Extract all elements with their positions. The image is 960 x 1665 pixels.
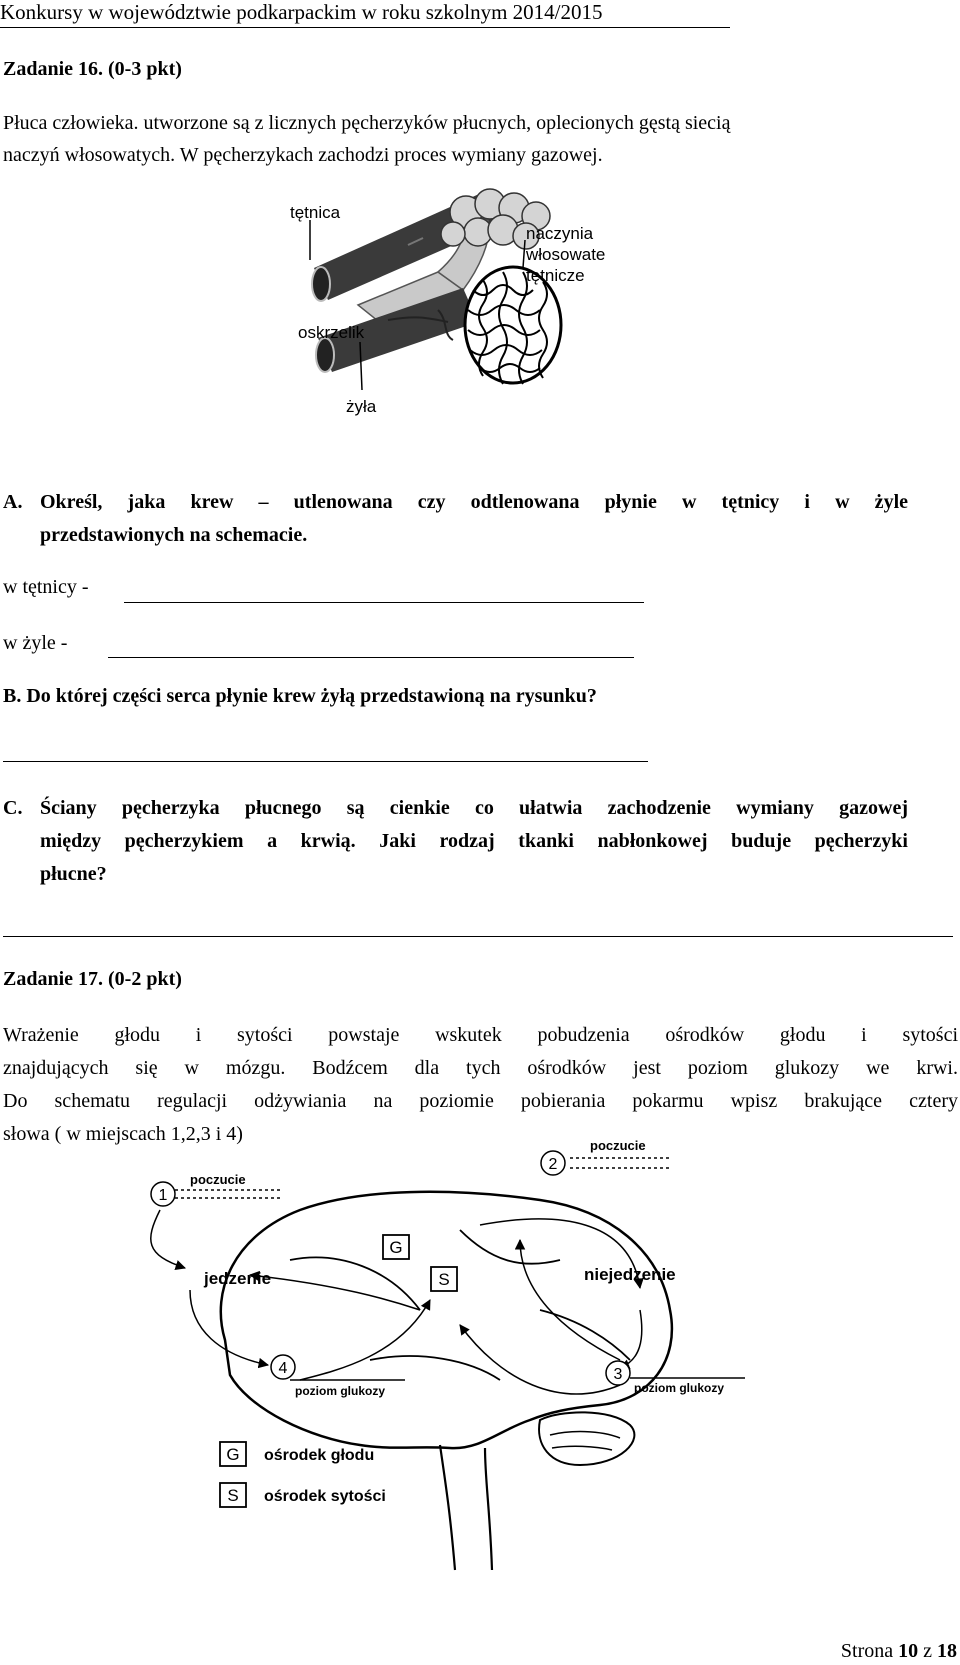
qC-line-1: Ściany pęcherzyka płucnego są cienkie co ułatwia zachodzenie wymiany gazowej xyxy=(40,797,908,819)
label-capillaries-2: włosowate xyxy=(526,245,606,264)
label-not-eating: niejedzenie xyxy=(584,1265,676,1284)
label-feeling-right: poczucie xyxy=(590,1138,646,1153)
qC-line-2: między pęcherzykiem a krwią. Jaki rodzaj tkanki nabłonkowej buduje pęcherzyki xyxy=(40,830,908,852)
brain-outline xyxy=(221,1192,672,1448)
answer-vein-label: w żyle - xyxy=(3,632,68,654)
qA-line-2: przedstawionych na schemacie. xyxy=(40,524,308,546)
answer-c-blank[interactable] xyxy=(3,936,953,937)
label-vein: żyła xyxy=(346,397,377,416)
label-eating: jedzenie xyxy=(204,1269,272,1288)
lung-alveoli-figure xyxy=(288,190,628,435)
answer-b-blank[interactable] xyxy=(3,761,648,762)
header-rule xyxy=(0,27,730,28)
legend-s-letter: S xyxy=(227,1486,239,1505)
label-feeling-left: poczucie xyxy=(190,1172,246,1187)
task17-line-4: słowa ( w miejscach 1,2,3 i 4) xyxy=(3,1123,243,1145)
legend-g-letter: G xyxy=(226,1445,240,1464)
label-capillaries-1: naczynia xyxy=(526,224,594,243)
footer-prefix: Strona xyxy=(840,1640,899,1662)
label-glucose-left: poziom glukozy xyxy=(295,1384,385,1398)
page-footer xyxy=(841,1640,957,1663)
qB: B. Do której części serca płynie krew żyłą przedstawioną na rysunku? xyxy=(3,685,597,707)
page-header: Konkursy w województwie podkarpackim w roku szkolnym 2014/2015 xyxy=(0,0,603,24)
answer-artery-label: w tętnicy - xyxy=(3,576,89,598)
qA-line-1: Określ, jaka krew – utlenowana czy odtlenowana płynie w tętnicy i w żyle xyxy=(40,491,908,513)
hunger-center-letter: G xyxy=(389,1238,403,1257)
qC-line-3: płucne? xyxy=(40,863,107,885)
task16-intro-1: Płuca człowieka. utworzone są z licznych pęcherzyków płucnych, oplecionych gęstą siecią xyxy=(3,112,731,134)
legend-g-label: ośrodek głodu xyxy=(264,1447,375,1464)
satiety-center-letter: S xyxy=(438,1270,450,1289)
qC-marker: C. xyxy=(3,797,23,819)
task17-line-1: Wrażenie głodu i sytości powstaje wskutek pobudzenia ośrodków głodu i sytości xyxy=(3,1024,958,1046)
footer-total: 18 xyxy=(937,1640,957,1662)
task16-intro-2: naczyń włosowatych. W pęcherzykach zachodzi proces wymiany gazowej. xyxy=(3,144,603,166)
answer-vein-blank[interactable] xyxy=(108,657,634,658)
marker-3: 3 xyxy=(613,1366,623,1383)
task16-title: Zadanie 16. (0-3 pkt) xyxy=(3,58,182,80)
label-glucose-right: poziom glukozy xyxy=(634,1381,724,1395)
marker-1: 1 xyxy=(158,1187,168,1204)
label-artery: tętnica xyxy=(290,203,341,222)
footer-page: 10 xyxy=(898,1640,919,1662)
footer-mid: z xyxy=(918,1640,937,1662)
marker-4: 4 xyxy=(278,1360,288,1377)
legend-s-label: ośrodek sytości xyxy=(264,1488,386,1505)
task17-line-2: znajdujących się w mózgu. Bodźcem dla tych ośrodków jest poziom glukozy we krwi. xyxy=(3,1057,958,1079)
brain-regulation-diagram xyxy=(140,1138,840,1570)
task17-line-3: Do schematu regulacji odżywiania na poziomie pobierania pokarmu wpisz brakujące cztery xyxy=(3,1090,958,1112)
label-capillaries-3: tętnicze xyxy=(526,266,585,285)
answer-artery-blank[interactable] xyxy=(124,602,644,603)
task17-title: Zadanie 17. (0-2 pkt) xyxy=(3,968,182,990)
qA-marker: A. xyxy=(3,491,23,513)
label-bronchiole: oskrzelik xyxy=(298,323,365,342)
marker-2: 2 xyxy=(548,1156,558,1173)
